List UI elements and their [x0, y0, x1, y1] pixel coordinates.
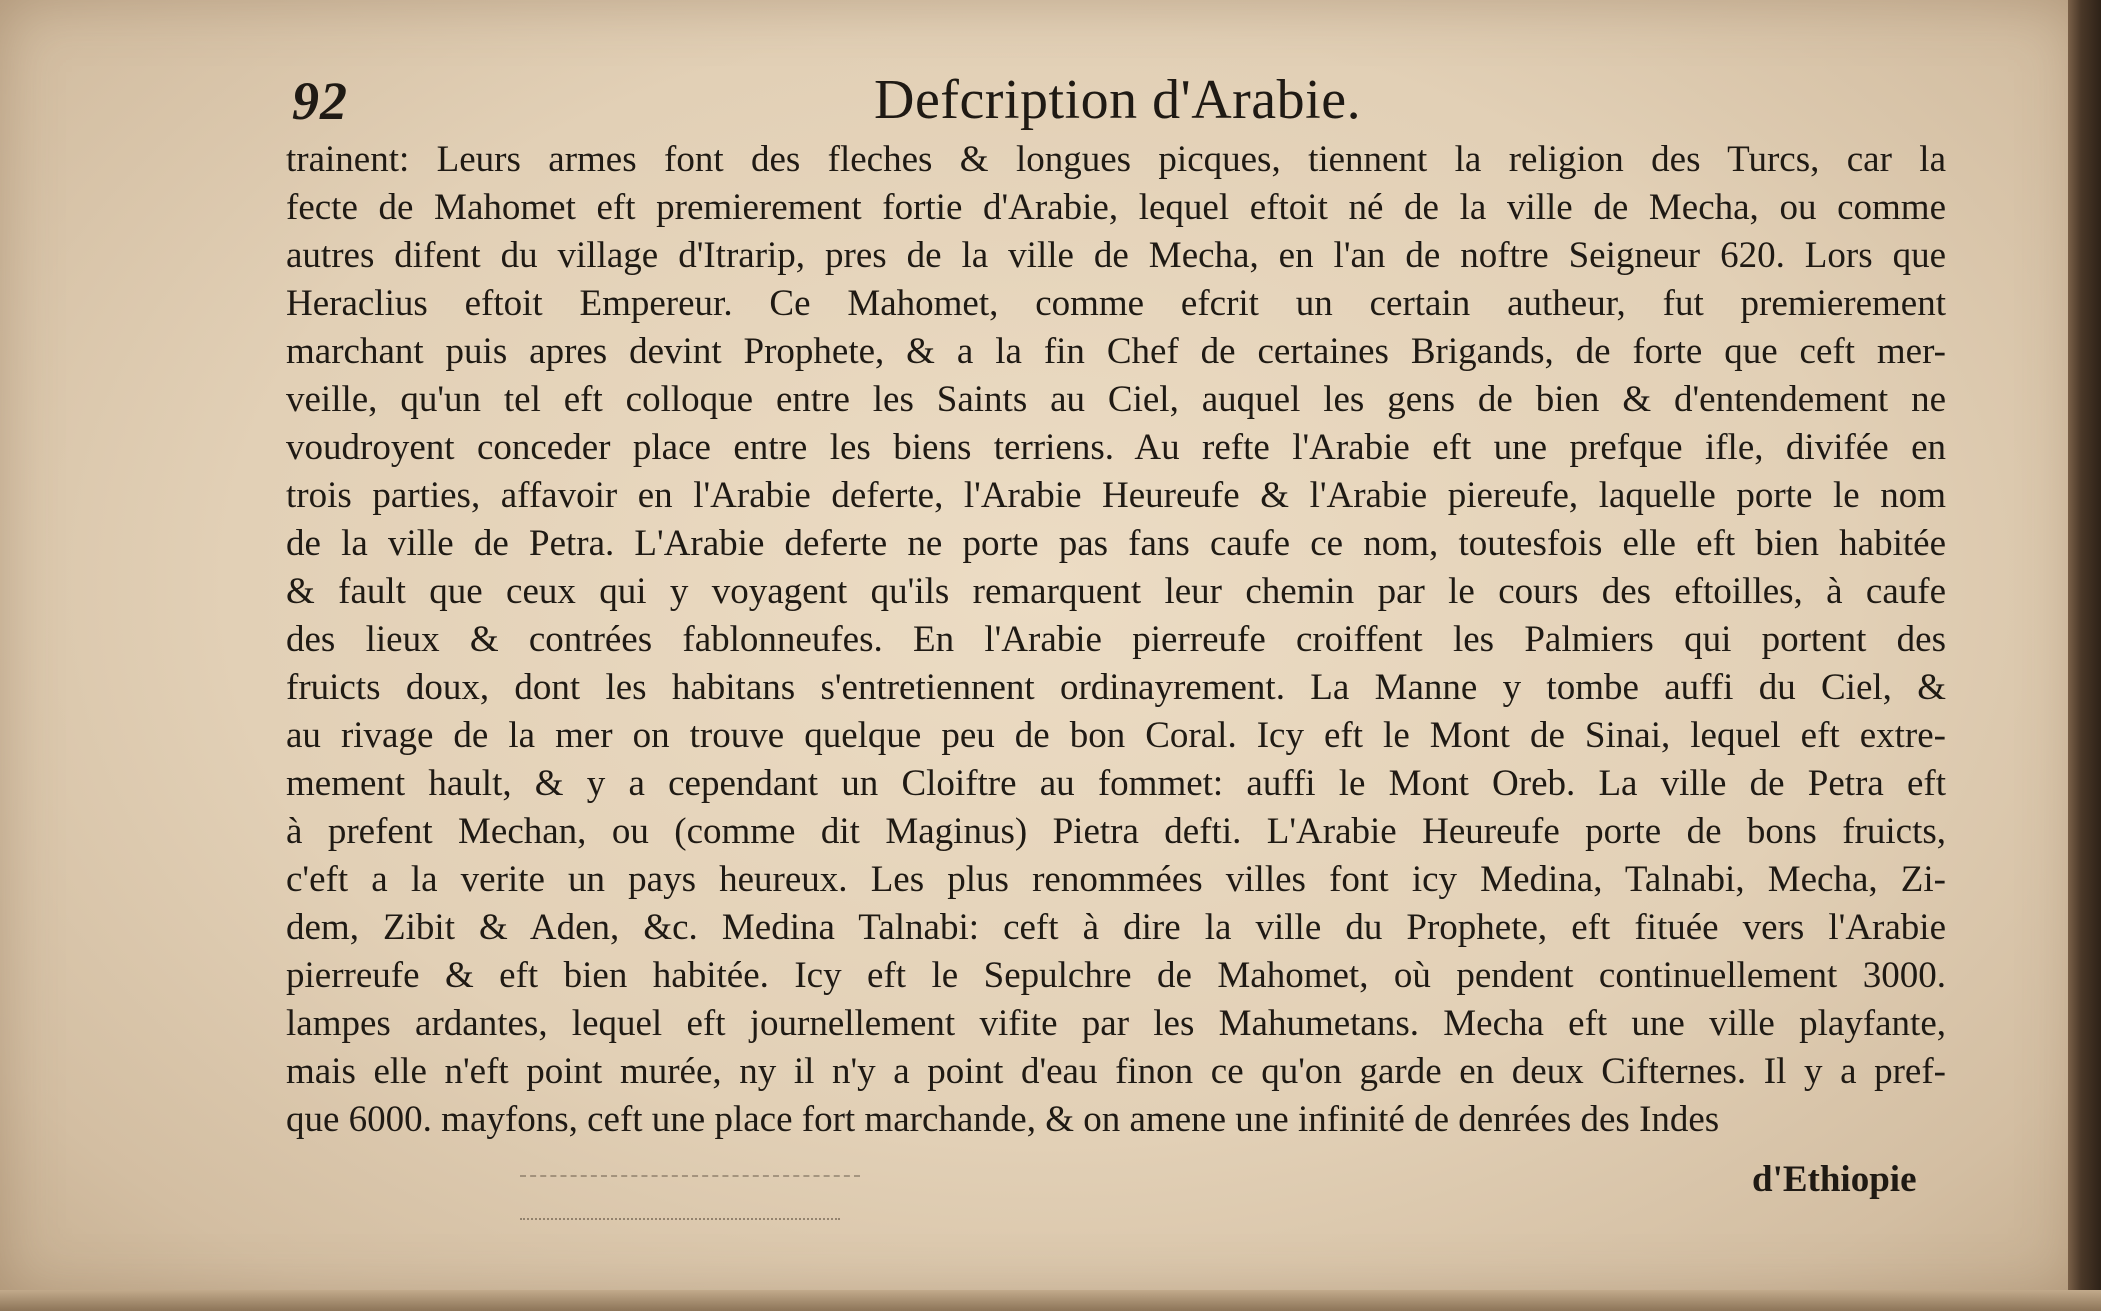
- text-line: mement hault, & y a cependant un Cloiftre au fommet: auffi le Mont Oreb. La ville de Petra eft: [286, 763, 1946, 804]
- text-line: voudroyent conceder place entre les biens terriens. Au refte l'Arabie eft une prefque ifle, divifée en: [286, 427, 1946, 468]
- text-line: dem, Zibit & Aden, &c. Medina Talnabi: ceft à dire la ville du Prophete, eft fituée vers l'Arabie: [286, 907, 1946, 948]
- text-line: lampes ardantes, lequel eft journellement vifite par les Mahumetans. Mecha eft une ville playfante,: [286, 1003, 1946, 1044]
- book-spine-edge: [2068, 0, 2101, 1311]
- text-line: mais elle n'eft point murée, ny il n'y a point d'eau finon ce qu'on garde en deux Cifternes. Il y a pref-: [286, 1051, 1946, 1092]
- text-line: au rivage de la mer on trouve quelque peu de bon Coral. Icy eft le Mont de Sinai, lequel eft extre-: [286, 715, 1946, 756]
- ink-smudge: [520, 1218, 840, 1236]
- text-line: fecte de Mahomet eft premierement fortie d'Arabie, lequel eftoit né de la ville de Mecha, ou comme: [286, 187, 1946, 228]
- text-line: trois parties, affavoir en l'Arabie deferte, l'Arabie Heureufe & l'Arabie piereufe, laquelle porte le nom: [286, 475, 1946, 516]
- text-line: autres difent du village d'Itrarip, pres de la ville de Mecha, en l'an de noftre Seigneur 620. Lors que: [286, 235, 1946, 276]
- text-line: Heraclius eftoit Empereur. Ce Mahomet, comme efcrit un certain autheur, fut premierement: [286, 283, 1946, 324]
- body-text: [286, 136, 1946, 1144]
- page-bottom-shadow: [0, 1290, 2101, 1311]
- running-title: Defcription d'Arabie.: [874, 69, 1362, 131]
- text-line: & fault que ceux qui y voyagent qu'ils remarquent leur chemin par le cours des eftoilles, à caufe: [286, 571, 1946, 612]
- text-line: pierreufe & eft bien habitée. Icy eft le Sepulchre de Mahomet, où pendent continuellement 3000.: [286, 955, 1946, 996]
- ink-smudge: [520, 1175, 860, 1181]
- page-number: 92: [292, 71, 348, 131]
- text-line: trainent: Leurs armes font des fleches & longues picques, tiennent la religion des Turcs, car la: [286, 139, 1946, 180]
- text-line: à prefent Mechan, ou (comme dit Maginus) Pietra defti. L'Arabie Heureufe porte de bons fruicts,: [286, 811, 1946, 852]
- text-line: veille, qu'un tel eft colloque entre les Saints au Ciel, auquel les gens de bien & d'entendement ne: [286, 379, 1946, 420]
- text-line: de la ville de Petra. L'Arabie deferte ne porte pas fans caufe ce nom, toutesfois elle eft bien habitée: [286, 523, 1946, 564]
- catchword: d'Ethiopie: [1752, 1159, 1917, 1200]
- text-line: fruicts doux, dont les habitans s'entretiennent ordinayrement. La Manne y tombe auffi du Ciel, &: [286, 667, 1946, 708]
- text-line: que 6000. mayfons, ceft une place fort marchande, & on amene une infinité de denrées des Indes: [286, 1099, 1720, 1140]
- text-line: des lieux & contrées fablonneufes. En l'Arabie pierreufe croiffent les Palmiers qui portent des: [286, 619, 1946, 660]
- text-line: c'eft a la verite un pays heureux. Les plus renommées villes font icy Medina, Talnabi, Mecha, Zi-: [286, 859, 1946, 900]
- text-line: marchant puis apres devint Prophete, & a la fin Chef de certaines Brigands, de forte que ceft mer-: [286, 331, 1946, 372]
